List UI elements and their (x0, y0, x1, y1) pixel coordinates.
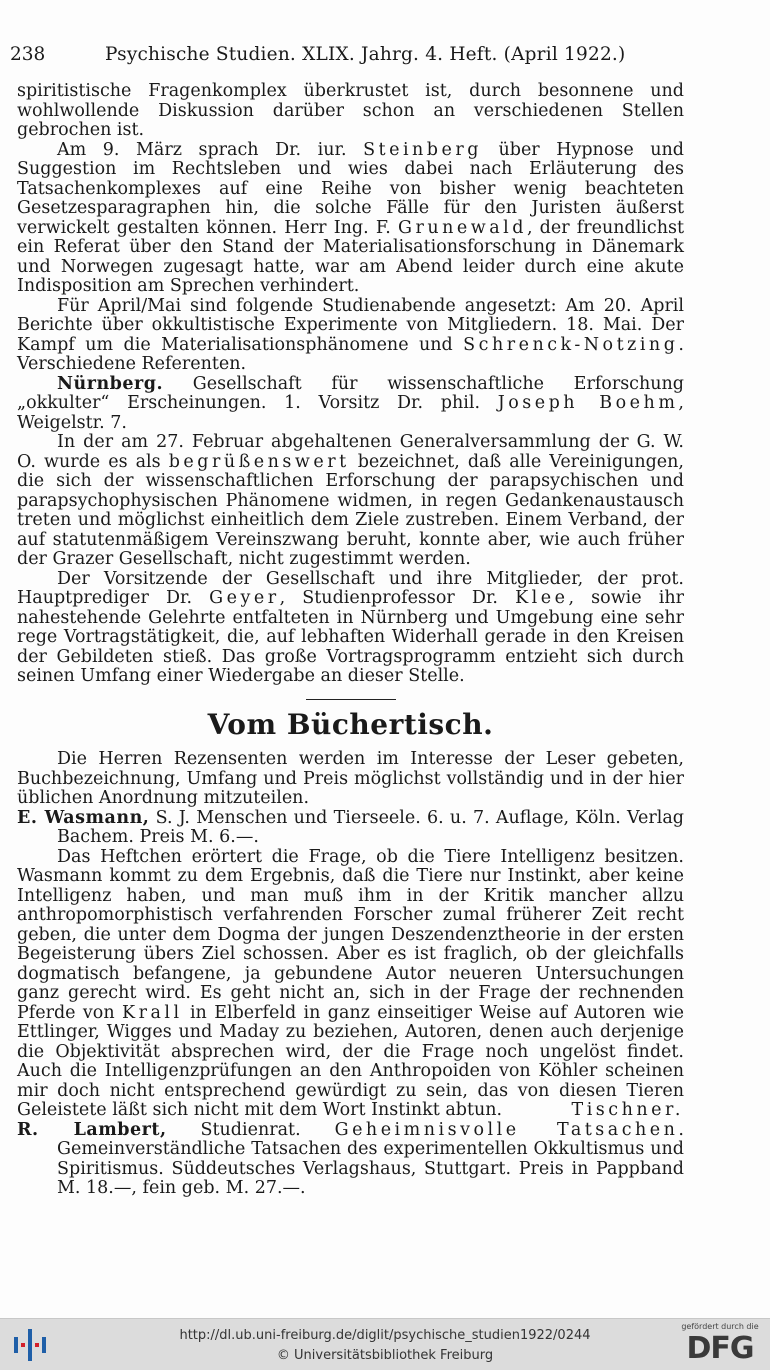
page-body (17, 82, 684, 1199)
text-run: , sowie ihr nahestehende Gelehrte entfalteten in Nürnberg und Umgebung eine sehr rege Vortragstätigkeit, die, auf lebhaften Widerhall gerade in den Kreisen der Gebildeten stieß. Das große Vortragsprogramm entzieht sich durch seinen Umfang einer Wiedergabe an dieser Stelle. (17, 588, 684, 686)
spaced-name-boehm: Joseph Boehm (497, 393, 679, 413)
spaced-name-schrenck-notzing: Schrenck-Notzing (463, 334, 679, 355)
review-citation: S. J. Menschen und Tierseele. 6. u. 7. Auflage, Köln. Verlag Bachem. Preis M. 6.—. (57, 807, 684, 847)
text-run: in Elberfeld in ganz einseitiger Weise auf Autoren wie Ettlinger, Wigges und Maday zu beziehen, Autoren, denen auch derjenige die Objektivität absprechen wird, der die Frage noch ungelöst findet. Auch die Intelligenzprüfungen an den Anthropoiden von Köhler scheinen mir doch nicht entsprechend gewürdigt zu sein, das von diesen Tieren Geleistete läßt sich nicht mit dem Wort Instinkt abtun. (17, 1002, 684, 1120)
text-run: . Gemeinverständliche Tatsachen des experimentellen Okkultismus und Spiritismus. Süddeutsches Verlagshaus, Stuttgart. Preis in Pappband M. 18.—, fein geb. M. 27.—. (57, 1119, 684, 1198)
review-citation-wasmann (17, 809, 684, 848)
paragraph-vorsitzende (17, 570, 684, 687)
spaced-name-geyer: Geyer (209, 588, 280, 608)
spaced-name-klee: Klee (515, 588, 569, 608)
review-text-wasmann (17, 848, 684, 1121)
section-divider (306, 699, 396, 701)
text-run: . Verschiedene Referenten. (17, 334, 684, 374)
text-run: bezeichnet, daß alle Vereinigungen, die sich der wissenschaftlichen Erforschung der parapsychischen und parapsychophysischen Phänomene widmen, in regen Gedankenaustausch treten und möglichst einheitlich dem Ziele zustreben. Einem Verband, der auf statutenmäßigem Vereinszwang beruht, konnte aber, wie auch früher der Grazer Gesellschaft, nicht zugestimmt werden. (17, 451, 684, 569)
text-run: Das Heftchen erörtert die Frage, ob die Tiere Intelligenz besitzen. Wasmann kommt zu dem Ergebnis, daß die Tiere nur Instinkt, aber keine Intelligenz haben, und man muß ihm in der Kritik mancher allzu anthropomorphistisch verfahrenden Forscher zumal früherer Zeit recht geben, die unter dem Dogma der jungen Deszendenztheorie in der ersten Begeisterung übers Ziel schossen. Aber es ist fraglich, ob der gleichfalls dogmatisch befangene, ja gebundene Autor neueren Untersuchungen ganz gerecht wird. Es geht nicht an, sich in der Frage der rechnenden Pferde von (17, 846, 684, 1023)
text-run: , Studienprofessor Dr. (279, 588, 516, 608)
text-run: , der freundlichst ein Referat über den Stand der Materialisationsforschung in Dänemark und Norwegen zugesagt hatte, war am Abend leider durch eine akute Indisposition am Sprechen verhindert. (17, 217, 684, 296)
page-header (10, 40, 680, 70)
spaced-name-grunewald: Grunewald (397, 217, 527, 238)
paragraph-generalversammlung (17, 433, 684, 570)
viewer-footer (0, 1318, 770, 1370)
paragraph-nuernberg (17, 375, 684, 434)
spaced-word-begruessenswert: begrüßenswert (168, 451, 350, 472)
text-run: Am 9. März sprach Dr. iur. (57, 139, 364, 160)
spaced-book-title: Geheimnisvolle Tatsachen (334, 1119, 679, 1140)
section-heading: Vom Büchertisch. (207, 708, 494, 741)
text-run: , Weigelstr. 7. (17, 393, 684, 433)
review-author: R. Lambert, (17, 1119, 167, 1140)
spaced-name-krall: Krall (122, 1002, 183, 1023)
paragraph-studienabende (17, 297, 684, 375)
paragraph-rezensenten (17, 750, 684, 809)
dfg-logo[interactable] (680, 1322, 760, 1368)
paragraph-text: Die Herren Rezensenten werden im Interesse der Leser gebeten, Buchbezeichnung, Umfang und Preis möglichst vollständig und in der hier üblichen Anordnung mitzuteilen. (17, 749, 684, 808)
paragraph-text: spiritistische Fragenkomplex überkrustet ist, durch besonnene und wohlwollende Diskussion darüber schon an verschiedenen Stellen gebrochen ist. (17, 81, 684, 140)
spaced-name-steinberg: Steinberg (363, 139, 482, 160)
copyright-text: © Universitätsbibliothek Freiburg (276, 1348, 494, 1363)
text-run: über Hypnose und Suggestion im Rechtsleben und wies dabei nach Erläuterung des Tatsachenkomplexes auf eine Reihe von bisher wenig beachteten Gesetzesparagraphen hin, die solche Fälle für den Juristen äußerst verwickelt gestalten können. Herr Ing. F. (17, 139, 684, 238)
text-run: Gesellschaft für wissenschaftliche Erforschung „okkulter“ Erscheinungen. 1. Vorsitz Dr. phil. (17, 373, 684, 413)
reviewer-signature: Tischner. (571, 1100, 684, 1120)
page-number: 238 (10, 44, 46, 65)
text-run: Der Vorsitzende der Gesellschaft und ihre Mitglieder, der prot. Hauptprediger Dr. (17, 568, 684, 608)
text-run: Studienrat. (166, 1119, 335, 1140)
dfg-funding-note: gefördert durch die (681, 1322, 759, 1331)
running-title: Psychische Studien. XLIX. Jahrg. 4. Heft. (April 1922.) (105, 44, 626, 65)
document-url-link[interactable]: http://dl.ub.uni-freiburg.de/diglit/psychische_studien1922/0244 (179, 1328, 591, 1343)
paragraph-fragenkomplex (17, 82, 684, 141)
review-author: E. Wasmann, (17, 807, 150, 828)
paragraph-maerz (17, 141, 684, 297)
text-run: Für April/Mai sind folgende Studienabende angesetzt: Am 20. April Berichte über okkultistische Experimente von Mitgliedern. 18. Mai. Der Kampf um die Materialisationsphänomene und (17, 295, 684, 355)
text-run: In der am 27. Februar abgehaltenen Generalversammlung der G. W. O. wurde es als (17, 432, 684, 472)
review-citation-lambert (17, 1121, 684, 1199)
bold-place-nuernberg: Nürnberg. (57, 373, 164, 394)
dfg-logo-text: DFG (686, 1331, 754, 1366)
